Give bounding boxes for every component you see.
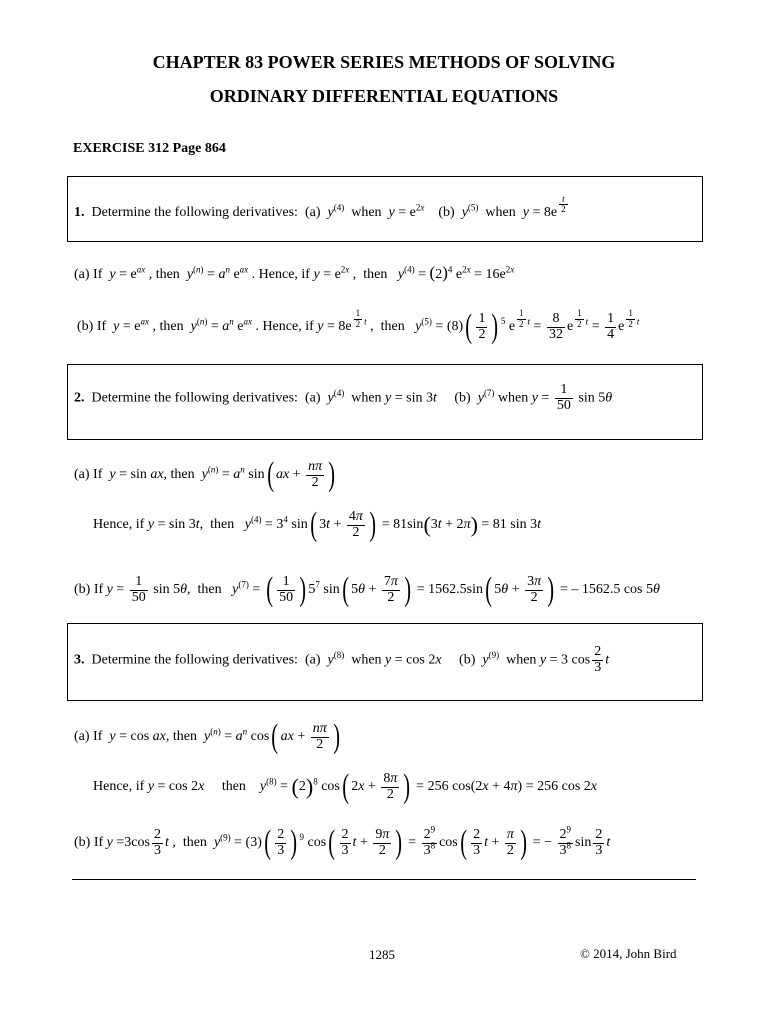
problem-2-part-a-label: (a) xyxy=(304,390,321,406)
exercise-heading: EXERCISE 312 Page 864 xyxy=(73,141,226,156)
solution-3a: (a) If y = cos ax, then $y^{(n)} = a^n$ cos( ax + $\frac{n\pi}{2}$ ) xyxy=(74,718,340,755)
problem-1-question: Determine the following derivatives: xyxy=(91,205,298,221)
solution-3b: (b) If y =3cos $\frac{2}{3}$ t , then $y^{(9)} = (3)$( $\frac{2}{3}$ ) $^9$ cos( $\frac{2}{3}$ t + $\frac{9\pi}{2}$ ) = $\frac{2^9}{3^8}$ cos( $\frac{2}{3}$ t + $\frac{\pi}{2}$ ) = − $\frac{2^9}{3^8}$ sin $\frac{2}{3}$ t xyxy=(74,824,611,861)
problem-3-part-b-label: (b) xyxy=(459,652,476,668)
solution-1a-result: = 16 xyxy=(474,267,500,282)
solution-2b-final: = – 1562.5 cos 5 xyxy=(559,582,653,598)
solution-3a-hence: Hence, if y = cos 2x then $y^{(8)} = (2)^8$ cos( 2x + $\frac{8\pi}{2}$ ) = 256 cos(2x + 4π) = 256 cos 2x xyxy=(93,768,597,805)
problem-1-number: 1. xyxy=(74,205,85,221)
page-number: 1285 xyxy=(369,947,395,962)
problem-3-question: Determine the following derivatives: xyxy=(91,652,298,668)
solution-1b: (b) If $y = e^{ax}$ , then $y^{(n)} = a^n$ $e^{ax}$ . Hence, if y = 8e $\frac{1}{2}$ $^t$ , then $y^{(5)} = (8)$( $\frac{1}{2}$ ) $^5$ e $\frac{1}{2}$ $^t$ = $\frac{8}{32}$ e $\frac{1}{2}$ $^t$ = $\frac{1}{4}$ e $\frac{1}{2}$ $^t$ xyxy=(77,308,640,345)
problem-2-part-b-label: (b) xyxy=(454,390,471,406)
solution-2a-hence: Hence, if y = sin 3t, then $y^{(4)} = 3^4$ sin( 3t + $\frac{4\pi}{2}$ ) = 81sin(3t + 2π) = 81 sin 3t xyxy=(93,506,542,543)
problem-1-part-b-label: (b) xyxy=(438,205,455,221)
solution-2a-result: = 81 sin 3 xyxy=(481,517,538,533)
solution-2b: (b) If y = $\frac{1}{50}$ sin 5θ, then $y^{(7)}$ = ( $\frac{1}{50}$ ) $5^7$ sin( 5θ + $\frac{7\pi}{2}$ ) = 1562.5sin( 5θ + $\frac{3\pi}{2}$ ) = – 1562.5 cos 5θ xyxy=(74,571,660,608)
solution-2b-result: = 1562.5 xyxy=(416,582,467,598)
problem-3-number: 3. xyxy=(74,652,85,668)
problem-2-number: 2. xyxy=(74,390,85,406)
solution-3a-result: = 256 cos(2 xyxy=(416,779,483,795)
solution-2a: (a) If y = sin ax, then $y^{(n)} = a^n$ sin( ax + $\frac{n\pi}{2}$ ) xyxy=(74,456,336,493)
problem-2-text: 2. Determine the following derivatives: (a) $y^{(4)}$ when y = sin 3t (b) $y^{(7)}$ when y = $\frac{1}{50}$ sin 5θ xyxy=(74,382,613,413)
solution-1a: (a) If $y = e^{ax}$ , then $y^{(n)} = a^n$ $e^{ax}$ . Hence, if $y = e^{2x}$ , then $y^{(4)} = (2)^4$ $e^{2x} = 16e^{2x}$ xyxy=(74,263,515,282)
problem-3-part-a-label: (a) xyxy=(304,652,321,668)
chapter-title-line1: CHAPTER 83 POWER SERIES METHODS OF SOLVING xyxy=(152,52,616,72)
page-divider xyxy=(72,879,696,880)
chapter-title-line2: ORDINARY DIFFERENTIAL EQUATIONS xyxy=(209,86,559,106)
problem-1-part-a-label: (a) xyxy=(304,205,321,221)
problem-2-question: Determine the following derivatives: xyxy=(91,390,298,406)
copyright: © 2014, John Bird xyxy=(580,946,677,961)
solution-3a-final: = 256 cos 2 xyxy=(525,779,591,795)
problem-1-text: 1. Determine the following derivatives: (a) $y^{(4)}$ when $y = e^{2x}$ (b) $y^{(5)}$ when y = 8e $\frac{t}{2}$ xyxy=(74,194,566,221)
problem-3-text: 3. Determine the following derivatives: (a) $y^{(8)}$ when y = cos 2x (b) $y^{(9)}$ when y = 3 cos $\frac{2}{3}$ t xyxy=(74,644,610,675)
